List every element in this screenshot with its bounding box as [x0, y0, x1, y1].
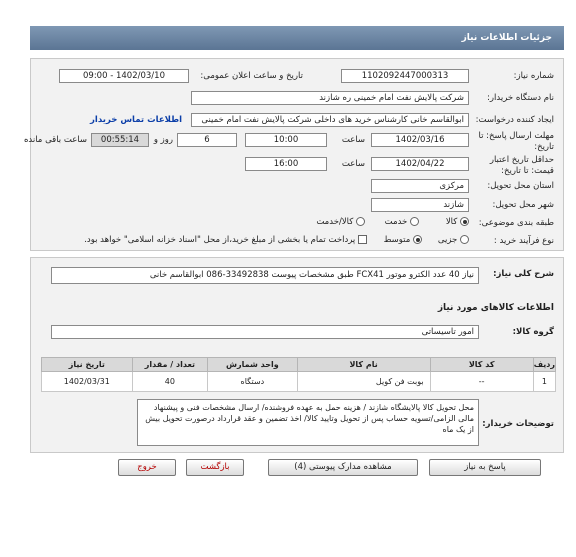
col-code: کد کالا	[430, 358, 533, 372]
remaining-label: ساعت باقی مانده	[23, 135, 87, 145]
category-option-goods-service-label: کالا/خدمت	[316, 217, 354, 227]
cell-unit: دستگاه	[208, 372, 297, 392]
treasury-payment-option[interactable]	[84, 235, 367, 245]
view-attachments-button[interactable]: مشاهده مدارک پیوستی (4)	[268, 459, 418, 476]
col-date: تاریخ نیاز	[42, 358, 133, 372]
remaining-time-field: 00:55:14	[91, 133, 149, 147]
category-option-goods-service[interactable]	[316, 217, 365, 227]
cell-name: بوبت فن کویل	[297, 372, 430, 392]
deadline-time-field: 10:00	[245, 133, 327, 147]
process-option-medium[interactable]	[384, 235, 422, 245]
category-option-service[interactable]	[385, 217, 419, 227]
validity-time-label: ساعت	[341, 159, 365, 169]
province-label: استان محل تحویل:	[487, 181, 554, 191]
description-label: شرح کلی نیاز:	[493, 269, 554, 279]
validity-date-field: 1402/04/22	[371, 157, 469, 171]
checkbox-icon[interactable]	[358, 235, 367, 244]
buyer-contact-link[interactable]: اطلاعات تماس خریدار	[90, 115, 182, 125]
validity-label: حداقل تاریخ اعتبار قیمت: تا تاریخ:	[489, 155, 554, 176]
announce-label: تاریخ و ساعت اعلان عمومی:	[200, 71, 303, 81]
col-row: ردیف	[533, 358, 555, 372]
buyer-field: شرکت پالایش نفت امام خمینی ره شازند	[191, 91, 469, 105]
deadline-time-label: ساعت	[341, 135, 365, 145]
page-title: جزئیات اطلاعات نیاز	[461, 33, 552, 43]
province-field: مرکزی	[371, 179, 469, 193]
city-label: شهر محل تحویل:	[492, 200, 554, 210]
announce-field: 1402/03/10 - 09:00	[59, 69, 189, 83]
page-header	[30, 26, 564, 50]
days-field: 6	[177, 133, 237, 147]
description-field: نیاز 40 عدد الکترو موتور FCX41 طبق مشخصات پیوست 33492838-086 ابوالقاسم خانی	[51, 267, 479, 284]
city-field: شازند	[371, 198, 469, 212]
creator-label: ایجاد کننده درخواست:	[475, 115, 554, 125]
goods-group-field: امور تاسیساتی	[51, 325, 479, 339]
radio-icon[interactable]	[460, 217, 469, 226]
deadline-label: مهلت ارسال پاسخ: تا تاریخ:	[478, 131, 554, 152]
need-number-label: شماره نیاز:	[513, 71, 554, 81]
days-label: روز و	[153, 135, 173, 145]
buyer-notes-field: محل تحویل کالا پالایشگاه شازند / هزینه حمل به عهده فروشنده/ ارسال مشخصات فنی و پیشنهاد مالی الزامی/تسویه حساب پس از تحویل وتایید کالا/ اخذ تضمین و عقد قرارداد درصورت تحویل بیش از یک ماه	[137, 399, 479, 446]
category-option-goods[interactable]	[446, 217, 469, 227]
goods-section-title: اطلاعات کالاهای مورد نیاز	[437, 303, 554, 313]
radio-icon[interactable]	[413, 235, 422, 244]
buyer-notes-label: توضیحات خریدار:	[482, 419, 554, 429]
treasury-payment-note: پرداخت تمام یا بخشی از مبلغ خرید،از محل "اسناد خزانه اسلامی" خواهد بود.	[84, 235, 356, 245]
exit-button[interactable]: خروج	[118, 459, 176, 476]
cell-row: 1	[533, 372, 555, 392]
category-option-service-label: خدمت	[384, 217, 408, 227]
reply-button[interactable]: پاسخ به نیاز	[429, 459, 541, 476]
cell-date: 1402/03/31	[42, 372, 133, 392]
process-option-medium-label: متوسط	[383, 235, 411, 245]
category-option-goods-label: کالا	[445, 217, 458, 227]
need-info-panel	[23, 58, 564, 251]
process-label: نوع فرآیند خرید :	[493, 236, 554, 246]
validity-time-field: 16:00	[245, 157, 327, 171]
goods-group-label: گروه کالا:	[512, 327, 554, 337]
process-option-minor[interactable]	[438, 235, 469, 245]
goods-table-header	[42, 358, 556, 372]
back-button[interactable]: بازگشت	[186, 459, 244, 476]
col-name: نام کالا	[297, 358, 430, 372]
creator-field: ابوالقاسم خانی کارشناس خرید های داخلی شرکت پالایش نفت امام خمینی	[191, 113, 469, 127]
goods-table	[41, 357, 556, 392]
process-option-minor-label: جزیی	[437, 235, 458, 245]
buyer-label: نام دستگاه خریدار:	[487, 93, 554, 103]
col-unit: واحد شمارش	[208, 358, 297, 372]
category-label: طبقه بندی موضوعی:	[478, 218, 554, 228]
col-qty: تعداد / مقدار	[132, 358, 208, 372]
cell-qty: 40	[132, 372, 208, 392]
radio-icon[interactable]	[410, 217, 419, 226]
need-number-field: 1102092447000313	[341, 69, 469, 83]
cell-code: --	[430, 372, 533, 392]
radio-icon[interactable]	[356, 217, 365, 226]
deadline-date-field: 1402/03/16	[371, 133, 469, 147]
radio-icon[interactable]	[460, 235, 469, 244]
table-row	[42, 372, 556, 392]
need-detail-panel	[30, 257, 564, 453]
